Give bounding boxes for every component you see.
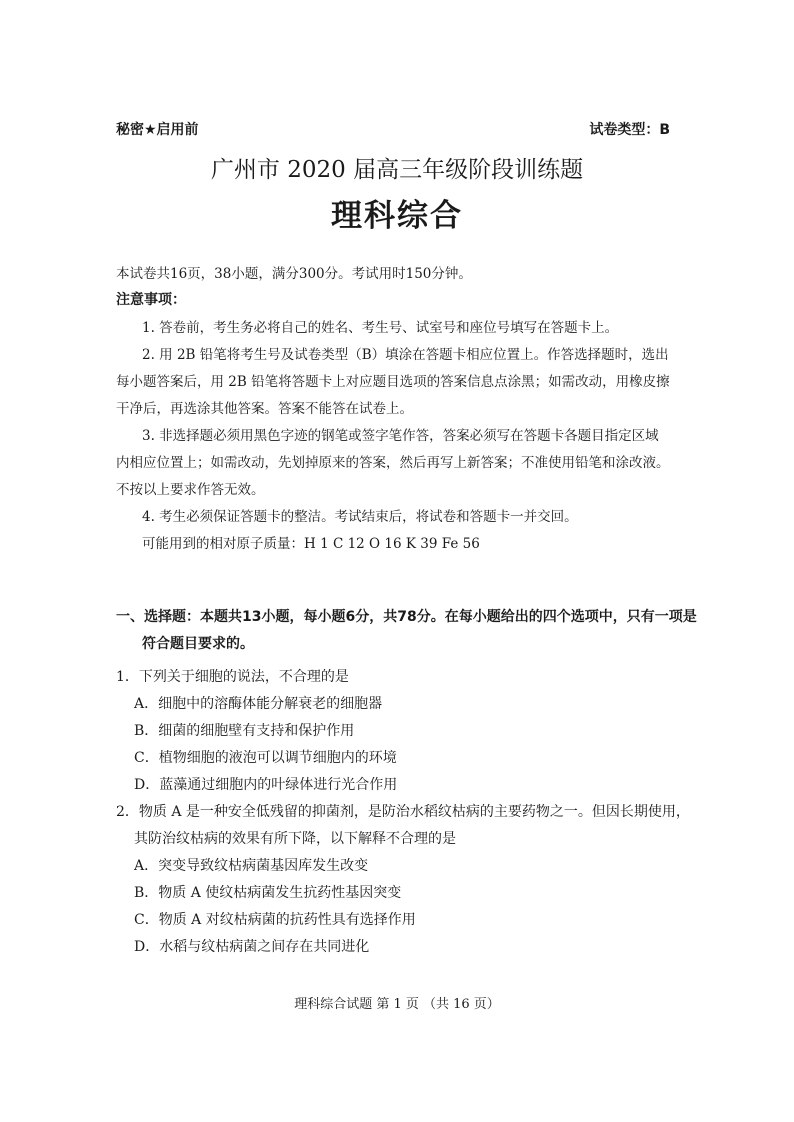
question-2-option-b: B．物质 A 使纹枯病菌发生抗药性基因突变 — [134, 885, 402, 901]
exam-intro: 本试卷共16页，38小题，满分300分。考试用时150分钟。 — [116, 266, 472, 282]
page-footer: 理科综合试题 第 1 页 （共 16 页） — [294, 997, 500, 1012]
question-1-stem: 1．下列关于细胞的说法，不合理的是 — [116, 669, 349, 685]
notice-line: 2. 用 2B 铅笔将考生号及试卷类型（B）填涂在答题卡相应位置上。作答选择题时，选出 — [142, 347, 669, 363]
question-1-option-b: B．细菌的细胞壁有支持和保护作用 — [134, 723, 355, 739]
notice-line: 4. 考生必须保证答题卡的整洁。考试结束后，将试卷和答题卡一并交回。 — [142, 509, 578, 525]
notice-heading: 注意事项： — [116, 292, 186, 308]
question-2-stem-cont: 其防治纹枯病的效果有所下降，以下解释不合理的是 — [134, 831, 456, 847]
question-2-option-c: C．物质 A 对纹枯病菌的抗药性具有选择作用 — [134, 912, 416, 928]
notice-line: 不按以上要求作答无效。 — [116, 482, 265, 498]
section-heading-cont: 符合题目要求的。 — [142, 636, 254, 652]
page-subtitle: 理科综合 — [331, 198, 463, 234]
question-2-option-d: D．水稻与纹枯病菌之间存在共同进化 — [134, 939, 370, 955]
question-1-option-c: C．植物细胞的液泡可以调节细胞内的环境 — [134, 750, 397, 766]
notice-line: 1. 答卷前，考生务必将自己的姓名、考生号、试室号和座位号填写在答题卡上。 — [142, 320, 619, 336]
question-2-option-a: A．突变导致纹枯病菌基因库发生改变 — [134, 858, 369, 874]
secret-label: 秘密★启用前 — [116, 122, 199, 138]
section-heading: 一、选择题：本题共13小题，每小题6分，共78分。在每小题给出的四个选项中，只有一项是 — [116, 609, 697, 625]
question-2-stem: 2．物质 A 是一种安全低残留的抑菌剂，是防治水稻纹枯病的主要药物之一。但因长期使用， — [116, 804, 690, 820]
notice-line: 3. 非选择题必须用黑色字迹的钢笔或签字笔作答，答案必须写在答题卡各题目指定区域 — [142, 428, 659, 444]
notice-line: 内相应位置上；如需改动，先划掉原来的答案，然后再写上新答案；不准使用铅笔和涂改液。 — [116, 455, 670, 471]
question-1-option-d: D．蓝藻通过细胞内的叶绿体进行光合作用 — [134, 777, 398, 793]
question-1-option-a: A．细胞中的溶酶体能分解衰老的细胞器 — [134, 696, 383, 712]
paper-type-label: 试卷类型：B — [589, 122, 670, 138]
page-title: 广州市 2020 届高三年级阶段训练题 — [210, 157, 584, 183]
atomic-mass-line: 可能用到的相对原子质量：H 1 C 12 O 16 K 39 Fe 56 — [142, 536, 480, 552]
notice-line: 每小题答案后，用 2B 铅笔将答题卡上对应题目选项的答案信息点涂黑；如需改动，用橡皮擦 — [116, 374, 670, 390]
notice-line: 干净后，再选涂其他答案。答案不能答在试卷上。 — [116, 401, 413, 417]
